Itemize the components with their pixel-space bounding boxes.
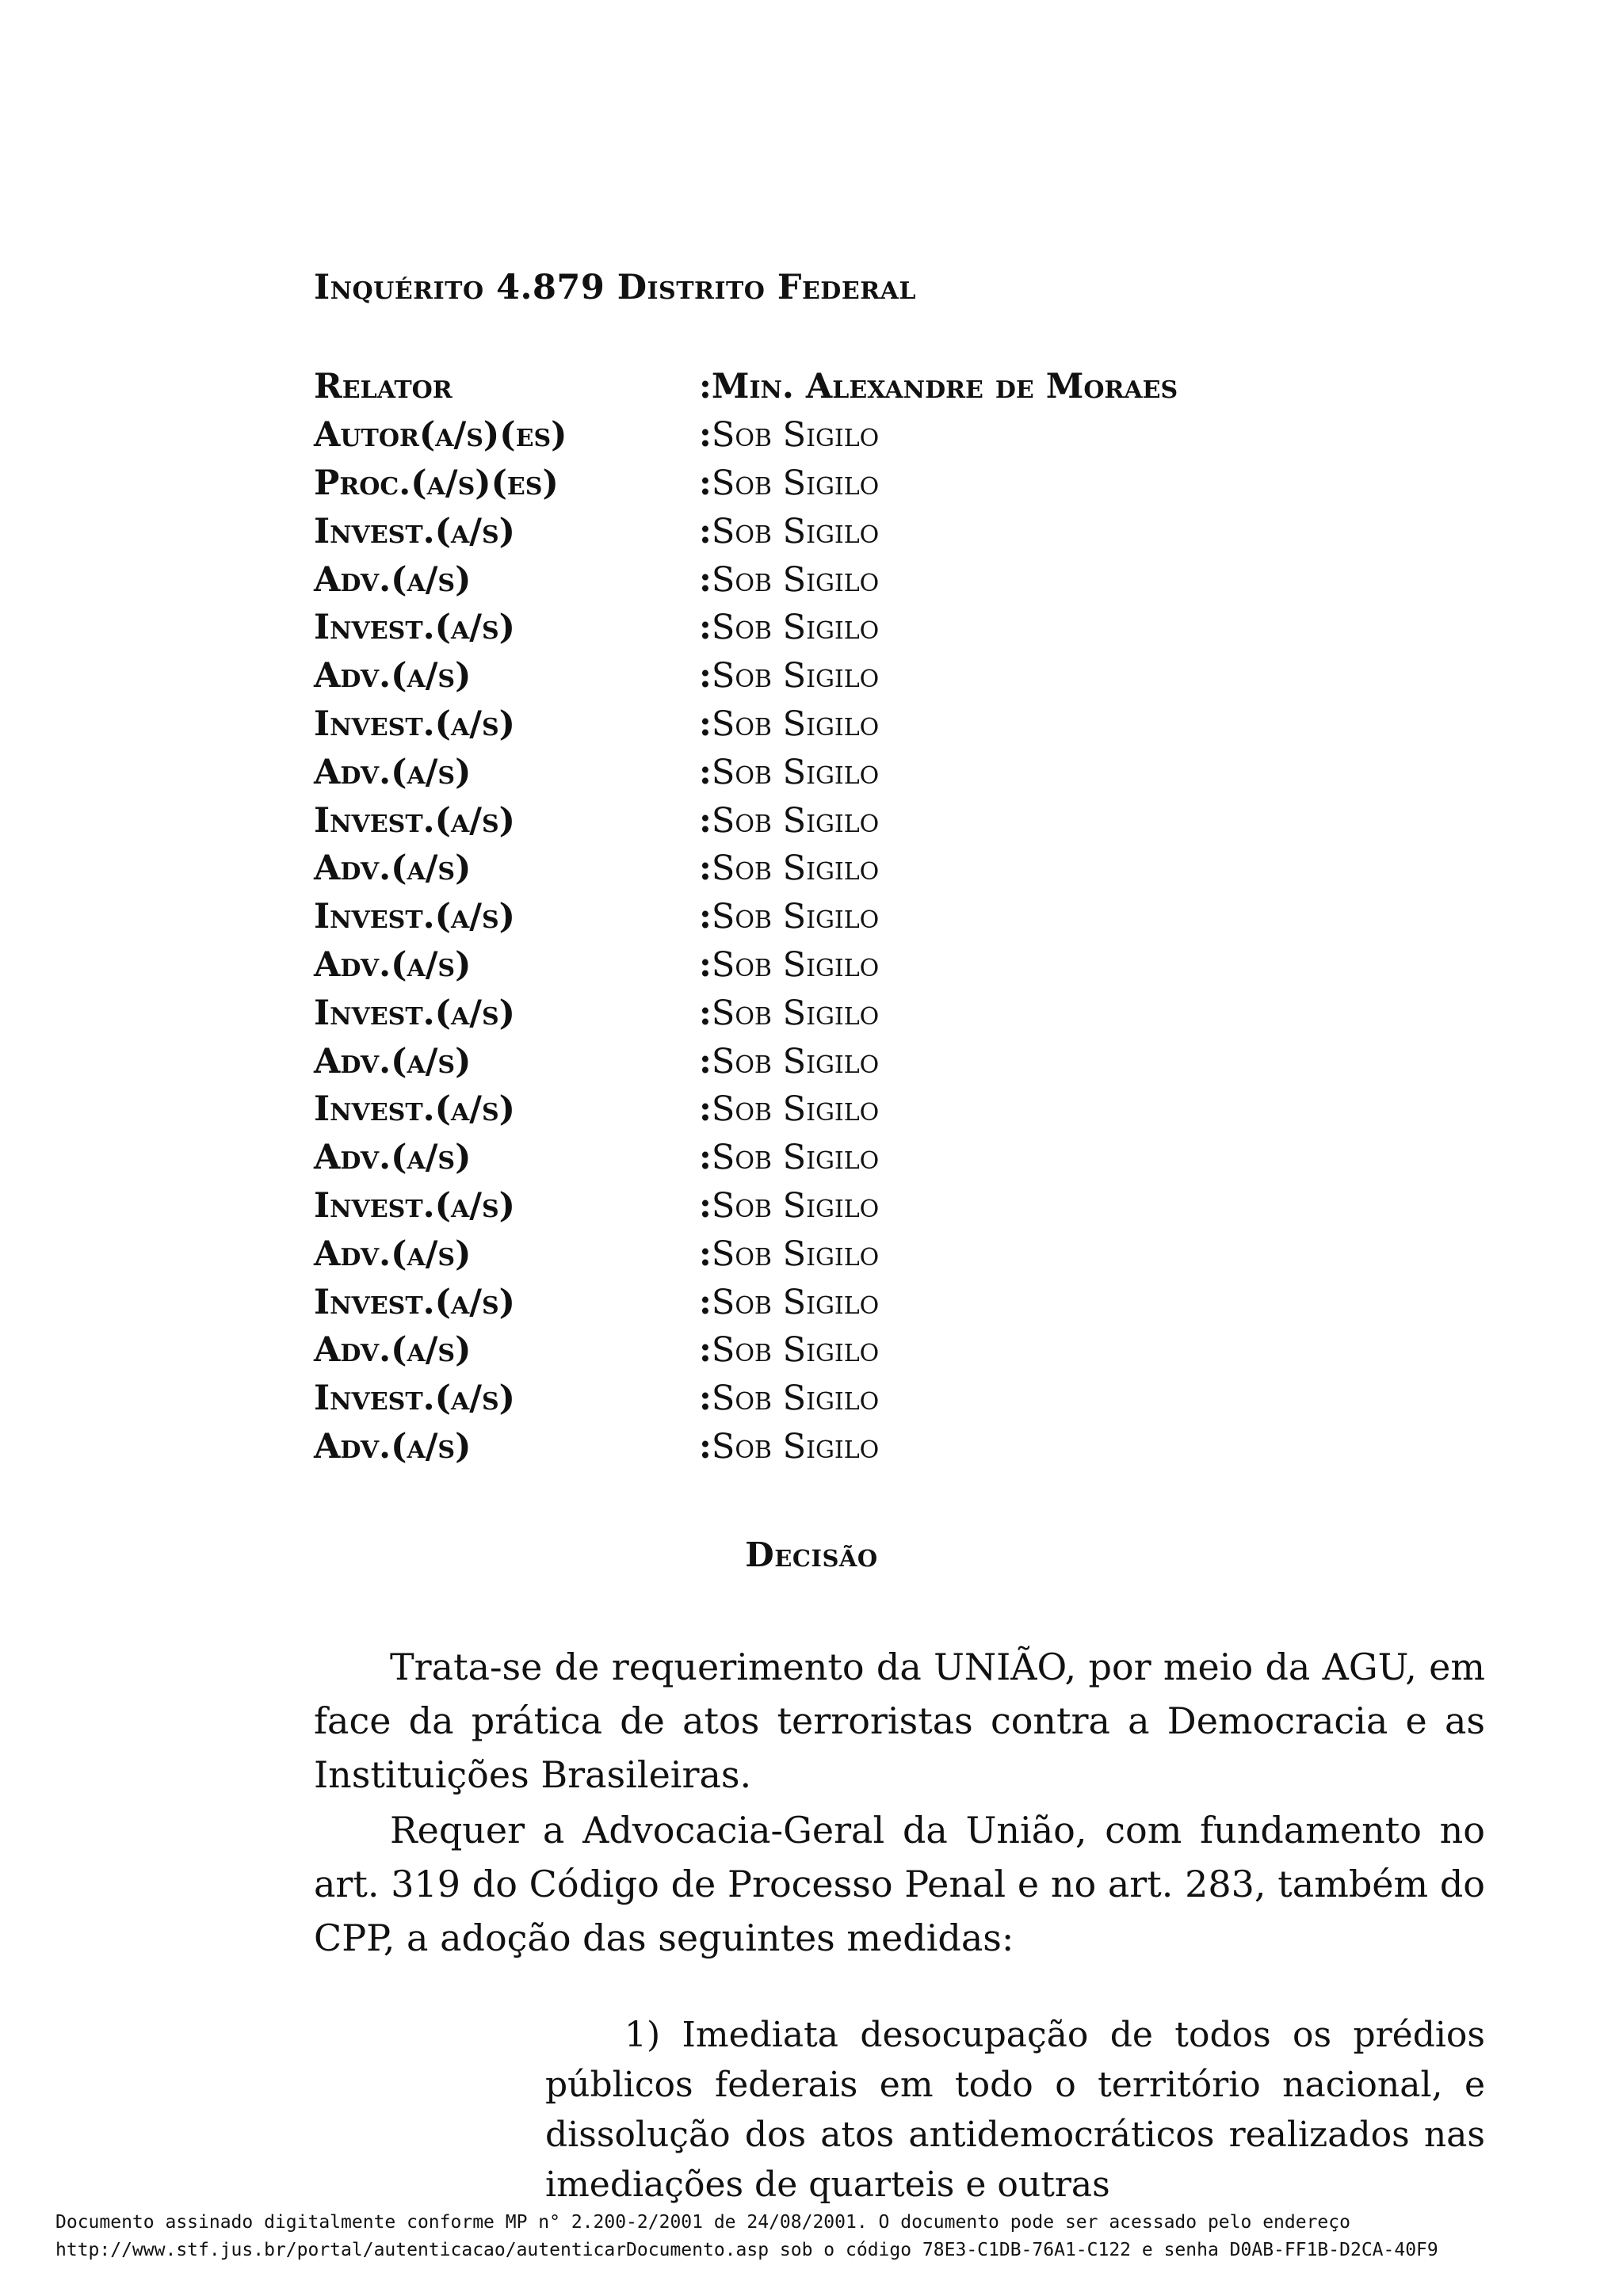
party-colon: : <box>699 1330 712 1371</box>
party-colon: : <box>699 656 712 696</box>
party-row <box>314 1326 1503 1375</box>
party-value: Sob Sigilo <box>711 463 880 503</box>
party-colon: : <box>699 1089 712 1130</box>
party-row <box>314 652 1503 700</box>
party-row <box>314 604 1503 652</box>
party-row <box>314 941 1503 990</box>
party-value: Sob Sigilo <box>711 1234 880 1274</box>
party-row <box>314 796 1503 845</box>
party-label: Invest.(a/s) <box>314 993 515 1033</box>
party-label: Adv.(a/s) <box>314 1234 472 1274</box>
party-label: Adv.(a/s) <box>314 656 472 696</box>
party-label: Adv.(a/s) <box>314 559 472 600</box>
party-label: Invest.(a/s) <box>314 1089 515 1130</box>
party-colon: : <box>699 800 712 841</box>
party-colon: : <box>699 1426 712 1466</box>
party-row <box>314 555 1503 604</box>
party-colon: : <box>699 1234 712 1274</box>
party-colon: : <box>699 463 712 503</box>
party-value: Sob Sigilo <box>711 849 880 889</box>
party-label: Autor(a/s)(es) <box>314 415 567 456</box>
party-label: Adv.(a/s) <box>314 1330 472 1371</box>
parties-list <box>314 363 1503 1470</box>
party-label: Adv.(a/s) <box>314 944 472 985</box>
block-quote: 1) Imediata desocupação de todos os prédios públicos federais em todo o território nacional, e dissolução dos atos antidemocráticos realizados nas imediações de quarteis e outras <box>545 2015 1485 2205</box>
party-row <box>314 411 1503 460</box>
party-row <box>314 748 1503 796</box>
party-label: Invest.(a/s) <box>314 1185 515 1226</box>
party-value: Sob Sigilo <box>711 944 880 985</box>
footer-link[interactable]: http://www.stf.jus.br/portal/autenticacao/autenticarDocumento.asp sob o código 78E3-C1DB-76A1-C122 e senha D0AB-FF1B-D2CA-40F9 <box>55 2240 1438 2260</box>
party-row <box>314 1278 1503 1326</box>
party-row <box>314 845 1503 893</box>
party-value: Sob Sigilo <box>711 800 880 841</box>
decision-heading: Decisão <box>745 1535 878 1574</box>
party-label: Relator <box>314 367 453 407</box>
party-value: Sob Sigilo <box>711 1185 880 1226</box>
party-value: Sob Sigilo <box>711 1138 880 1178</box>
party-label: Adv.(a/s) <box>314 1041 472 1081</box>
party-row <box>314 1423 1503 1471</box>
party-value: Sob Sigilo <box>711 656 880 696</box>
paragraph: Trata-se de requerimento da UNIÃO, por meio da AGU, em face da prática de atos terroristas contra a Democracia e as Instituições Brasileiras. <box>314 1646 1485 1796</box>
party-value: Min. Alexandre de Moraes <box>711 367 1178 407</box>
party-label: Adv.(a/s) <box>314 752 472 792</box>
party-colon: : <box>699 415 712 456</box>
party-label: Invest.(a/s) <box>314 897 515 937</box>
party-colon: : <box>699 1185 712 1226</box>
party-label: Adv.(a/s) <box>314 849 472 889</box>
party-value: Sob Sigilo <box>711 511 880 551</box>
party-label: Adv.(a/s) <box>314 1426 472 1466</box>
party-label: Invest.(a/s) <box>314 511 515 551</box>
party-row <box>314 460 1503 508</box>
party-value: Sob Sigilo <box>711 1330 880 1371</box>
party-value: Sob Sigilo <box>711 559 880 600</box>
party-colon: : <box>699 752 712 792</box>
party-row <box>314 893 1503 941</box>
party-colon: : <box>699 608 712 648</box>
party-row <box>314 1230 1503 1278</box>
party-colon: : <box>699 993 712 1033</box>
party-colon: : <box>699 559 712 600</box>
party-value: Sob Sigilo <box>711 993 880 1033</box>
party-colon: : <box>699 849 712 889</box>
party-row <box>314 1037 1503 1085</box>
party-colon: : <box>699 1282 712 1322</box>
party-colon: : <box>699 1138 712 1178</box>
party-colon: : <box>699 1041 712 1081</box>
paragraph: Requer a Advocacia-Geral da União, com fundamento no art. 319 do Código de Processo Penal e no art. 283, também do CPP, a adoção das seguintes medidas: <box>314 1809 1485 1959</box>
party-colon: : <box>699 511 712 551</box>
party-value: Sob Sigilo <box>711 1379 880 1419</box>
party-value: Sob Sigilo <box>711 1089 880 1130</box>
signature-footer <box>55 2209 1438 2264</box>
party-label: Adv.(a/s) <box>314 1138 472 1178</box>
party-label: Invest.(a/s) <box>314 608 515 648</box>
party-value: Sob Sigilo <box>711 608 880 648</box>
party-value: Sob Sigilo <box>711 704 880 744</box>
party-value: Sob Sigilo <box>711 1282 880 1322</box>
party-row <box>314 989 1503 1037</box>
party-colon: : <box>699 1379 712 1419</box>
party-label: Invest.(a/s) <box>314 1282 515 1322</box>
party-value: Sob Sigilo <box>711 897 880 937</box>
party-row <box>314 507 1503 555</box>
party-row <box>314 1134 1503 1182</box>
party-label: Invest.(a/s) <box>314 704 515 744</box>
party-colon: : <box>699 944 712 985</box>
party-value: Sob Sigilo <box>711 1426 880 1466</box>
party-row <box>314 1182 1503 1230</box>
party-label: Invest.(a/s) <box>314 1379 515 1419</box>
party-value: Sob Sigilo <box>711 1041 880 1081</box>
party-row <box>314 700 1503 749</box>
party-colon: : <box>699 367 712 407</box>
party-value: Sob Sigilo <box>711 752 880 792</box>
party-label: Proc.(a/s)(es) <box>314 463 559 503</box>
party-row <box>314 1085 1503 1134</box>
party-row <box>314 363 1503 411</box>
party-row <box>314 1375 1503 1423</box>
case-title: Inquérito 4.879 Distrito Federal <box>314 268 916 307</box>
party-colon: : <box>699 897 712 937</box>
footer-line: Documento assinado digitalmente conforme MP n° 2.200-2/2001 de 24/08/2001. O documento pode ser acessado pelo endereço <box>55 2212 1350 2233</box>
party-label: Invest.(a/s) <box>314 800 515 841</box>
party-colon: : <box>699 704 712 744</box>
party-value: Sob Sigilo <box>711 415 880 456</box>
